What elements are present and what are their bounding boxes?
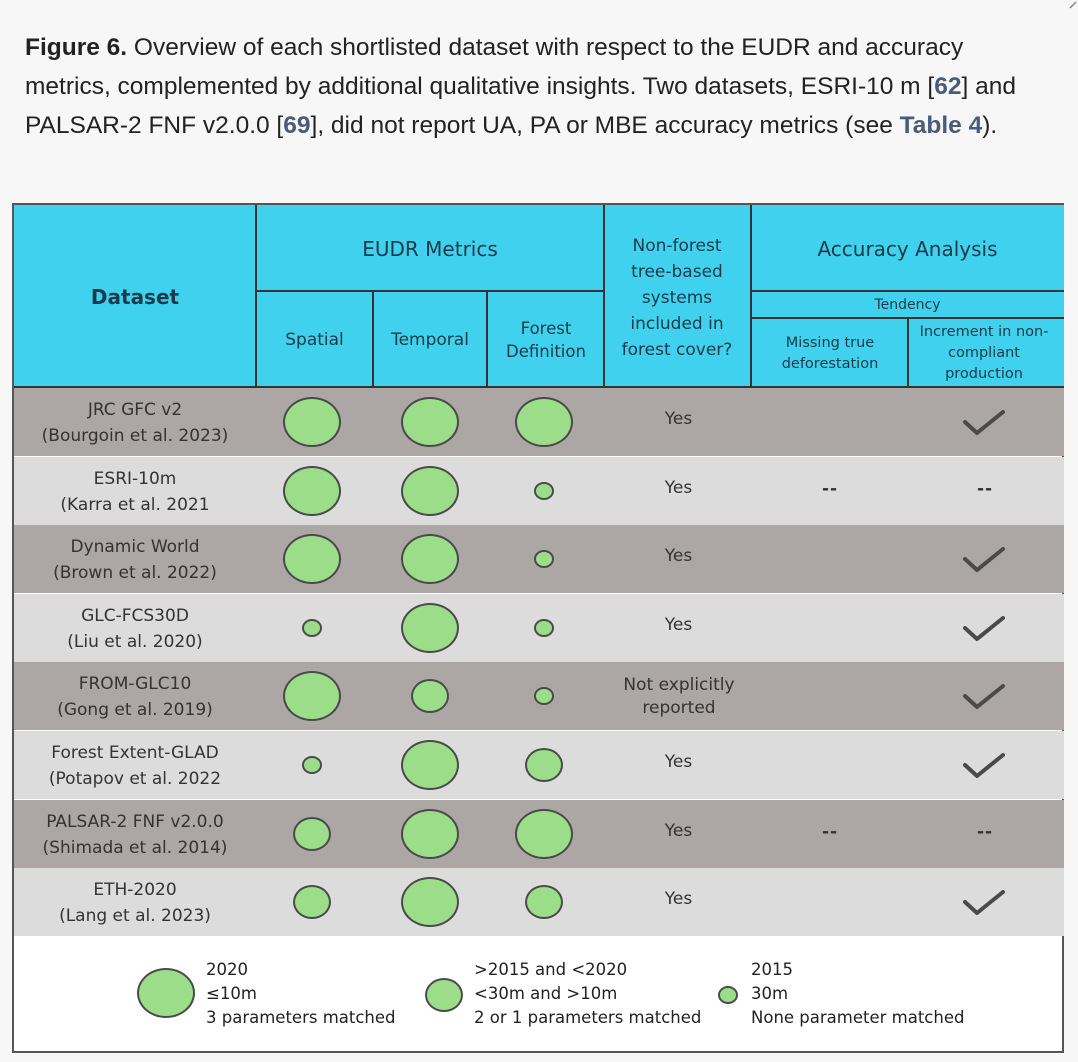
legend-marker-large: [137, 968, 195, 1018]
spatial-match-marker: [283, 466, 341, 516]
forest-definition-marker: [534, 550, 554, 568]
header-spatial: Spatial: [285, 330, 344, 350]
temporal-match-marker: [401, 603, 459, 653]
dataset-citation: (Liu et al. 2020): [67, 631, 203, 652]
table-row: [14, 800, 1064, 868]
dataset-citation: (Karra et al. 2021: [60, 494, 210, 515]
temporal-match-marker: [401, 534, 459, 584]
spatial-match-marker: [283, 534, 341, 584]
dataset-title: FROM-GLC10: [78, 674, 192, 695]
checkmark-icon: [962, 408, 1006, 438]
divider: [372, 291, 374, 387]
corner-arrow-icon: [1068, 0, 1078, 10]
divider: [603, 205, 605, 387]
forest-definition-marker: [534, 482, 554, 500]
legend-line: 2015: [751, 960, 793, 979]
missing-deforestation-value: --: [821, 821, 839, 842]
caption-text-1: Overview of each shortlisted dataset with respect to the EUDR and accuracy metrics, complemented by additional qualitative insights. Two datasets, ESRI-10 m [: [25, 34, 964, 100]
divider: [751, 290, 1064, 292]
legend-marker-medium: [425, 978, 463, 1012]
divider: [750, 205, 752, 387]
table-row: [14, 868, 1064, 936]
temporal-match-marker: [401, 740, 459, 790]
spatial-match-marker: [293, 885, 331, 919]
dataset-name: [14, 671, 256, 723]
header-missing-deforestation: Missing true deforestation: [781, 335, 879, 372]
temporal-match-marker: [401, 809, 459, 859]
dataset-citation: (Brown et al. 2022): [53, 563, 217, 584]
caption-text-4: ).: [982, 112, 998, 139]
dataset-title: GLC-FCS30D: [81, 605, 189, 626]
dataset-title: ESRI-10m: [93, 468, 177, 489]
dataset-name: [14, 397, 256, 449]
table-row: [14, 594, 1064, 662]
legend-marker-small: [718, 986, 738, 1004]
table-row: [14, 731, 1064, 799]
increment-value: --: [976, 821, 994, 842]
figure-label: Figure 6.: [25, 34, 128, 61]
dataset-title: ETH-2020: [93, 880, 177, 901]
dataset-name: [14, 809, 256, 861]
dataset-title: Forest Extent-GLAD: [51, 743, 219, 763]
spatial-match-marker: [283, 671, 341, 721]
increment-value: --: [976, 478, 994, 499]
temporal-match-marker: [401, 397, 459, 447]
temporal-match-marker: [401, 466, 459, 516]
legend-label: [206, 958, 396, 1030]
dataset-citation: (Shimada et al. 2014): [42, 837, 228, 858]
divider: [486, 291, 488, 387]
header-increment: Increment in non-compliant production: [919, 324, 1049, 382]
dataset-citation: (Potapov et al. 2022: [48, 769, 222, 789]
forest-definition-marker: [534, 619, 554, 637]
missing-deforestation-value: --: [821, 478, 839, 499]
dataset-name: [14, 603, 256, 655]
table-row: [14, 388, 1064, 456]
dataset-name: [14, 740, 256, 792]
legend-line: 30m: [751, 984, 789, 1003]
checkmark-icon: [962, 751, 1006, 781]
spatial-match-marker: [302, 756, 322, 774]
forest-definition-marker: [525, 885, 563, 919]
dataset-citation: (Gong et al. 2019): [57, 700, 213, 721]
forest-definition-marker: [515, 397, 573, 447]
header-tendency: Tendency: [874, 297, 941, 313]
non-forest-value: Yes: [664, 546, 693, 567]
temporal-match-marker: [401, 877, 459, 927]
divider: [255, 205, 257, 387]
non-forest-value: Yes: [664, 752, 693, 772]
figure-caption: [25, 28, 1055, 145]
legend-line: ≤10m: [206, 984, 257, 1003]
checkmark-icon: [962, 888, 1006, 918]
temporal-match-marker: [411, 679, 449, 713]
spatial-match-marker: [293, 817, 331, 851]
dataset-name: [14, 877, 256, 929]
dataset-title: JRC GFC v2: [87, 400, 183, 420]
table-row: [14, 525, 1064, 593]
header-dataset: Dataset: [90, 285, 180, 309]
spatial-match-marker: [302, 619, 322, 637]
dataset-citation: (Bourgoin et al. 2023): [41, 426, 229, 446]
dataset-name: [14, 534, 256, 586]
header-non-forest: Non-forest tree-based systems included in forest cover?: [621, 236, 733, 360]
ref-link-62[interactable]: 62: [934, 73, 962, 100]
ref-link-69[interactable]: 69: [283, 112, 311, 139]
legend-line: 2 or 1 parameters matched: [474, 1008, 702, 1027]
caption-text-2: ] and PALSAR-2 FNF v2.0.0 [: [25, 73, 1016, 139]
legend-label: [751, 958, 964, 1030]
table-row: [14, 662, 1064, 730]
forest-definition-marker: [515, 809, 573, 859]
dataset-title: PALSAR-2 FNF v2.0.0: [46, 811, 224, 832]
header-forest-definition: Forest Definition: [506, 319, 586, 361]
header-temporal: Temporal: [391, 330, 469, 350]
non-forest-value: Not explicitly reported: [623, 675, 735, 719]
checkmark-icon: [962, 682, 1006, 712]
divider: [256, 290, 604, 292]
legend-label: [474, 958, 701, 1030]
non-forest-value: Yes: [664, 820, 693, 841]
table-4-link[interactable]: Table 4: [899, 112, 983, 139]
dataset-citation: (Lang et al. 2023): [59, 906, 211, 927]
legend-line: 3 parameters matched: [206, 1008, 396, 1027]
legend-line: <30m and >10m: [474, 984, 618, 1003]
non-forest-value: Yes: [664, 614, 693, 635]
figure-table: [12, 203, 1064, 1053]
non-forest-value: Yes: [664, 409, 693, 429]
table-row: [14, 457, 1064, 525]
forest-definition-marker: [534, 687, 554, 705]
checkmark-icon: [962, 545, 1006, 575]
spatial-match-marker: [283, 397, 341, 447]
dataset-name: [14, 466, 256, 518]
legend-line: 2020: [206, 960, 248, 979]
non-forest-value: Yes: [664, 477, 693, 498]
header-eudr-metrics: EUDR Metrics: [362, 237, 498, 261]
header-accuracy-analysis: Accuracy Analysis: [817, 237, 998, 261]
legend-line: >2015 and <2020: [474, 960, 628, 979]
caption-text-3: ], did not report UA, PA or MBE accuracy metrics (see: [310, 112, 900, 139]
divider: [907, 318, 909, 387]
forest-definition-marker: [525, 748, 563, 782]
non-forest-value: Yes: [664, 889, 693, 910]
checkmark-icon: [962, 614, 1006, 644]
legend-line: None parameter matched: [751, 1008, 965, 1027]
dataset-title: Dynamic World: [70, 537, 200, 558]
